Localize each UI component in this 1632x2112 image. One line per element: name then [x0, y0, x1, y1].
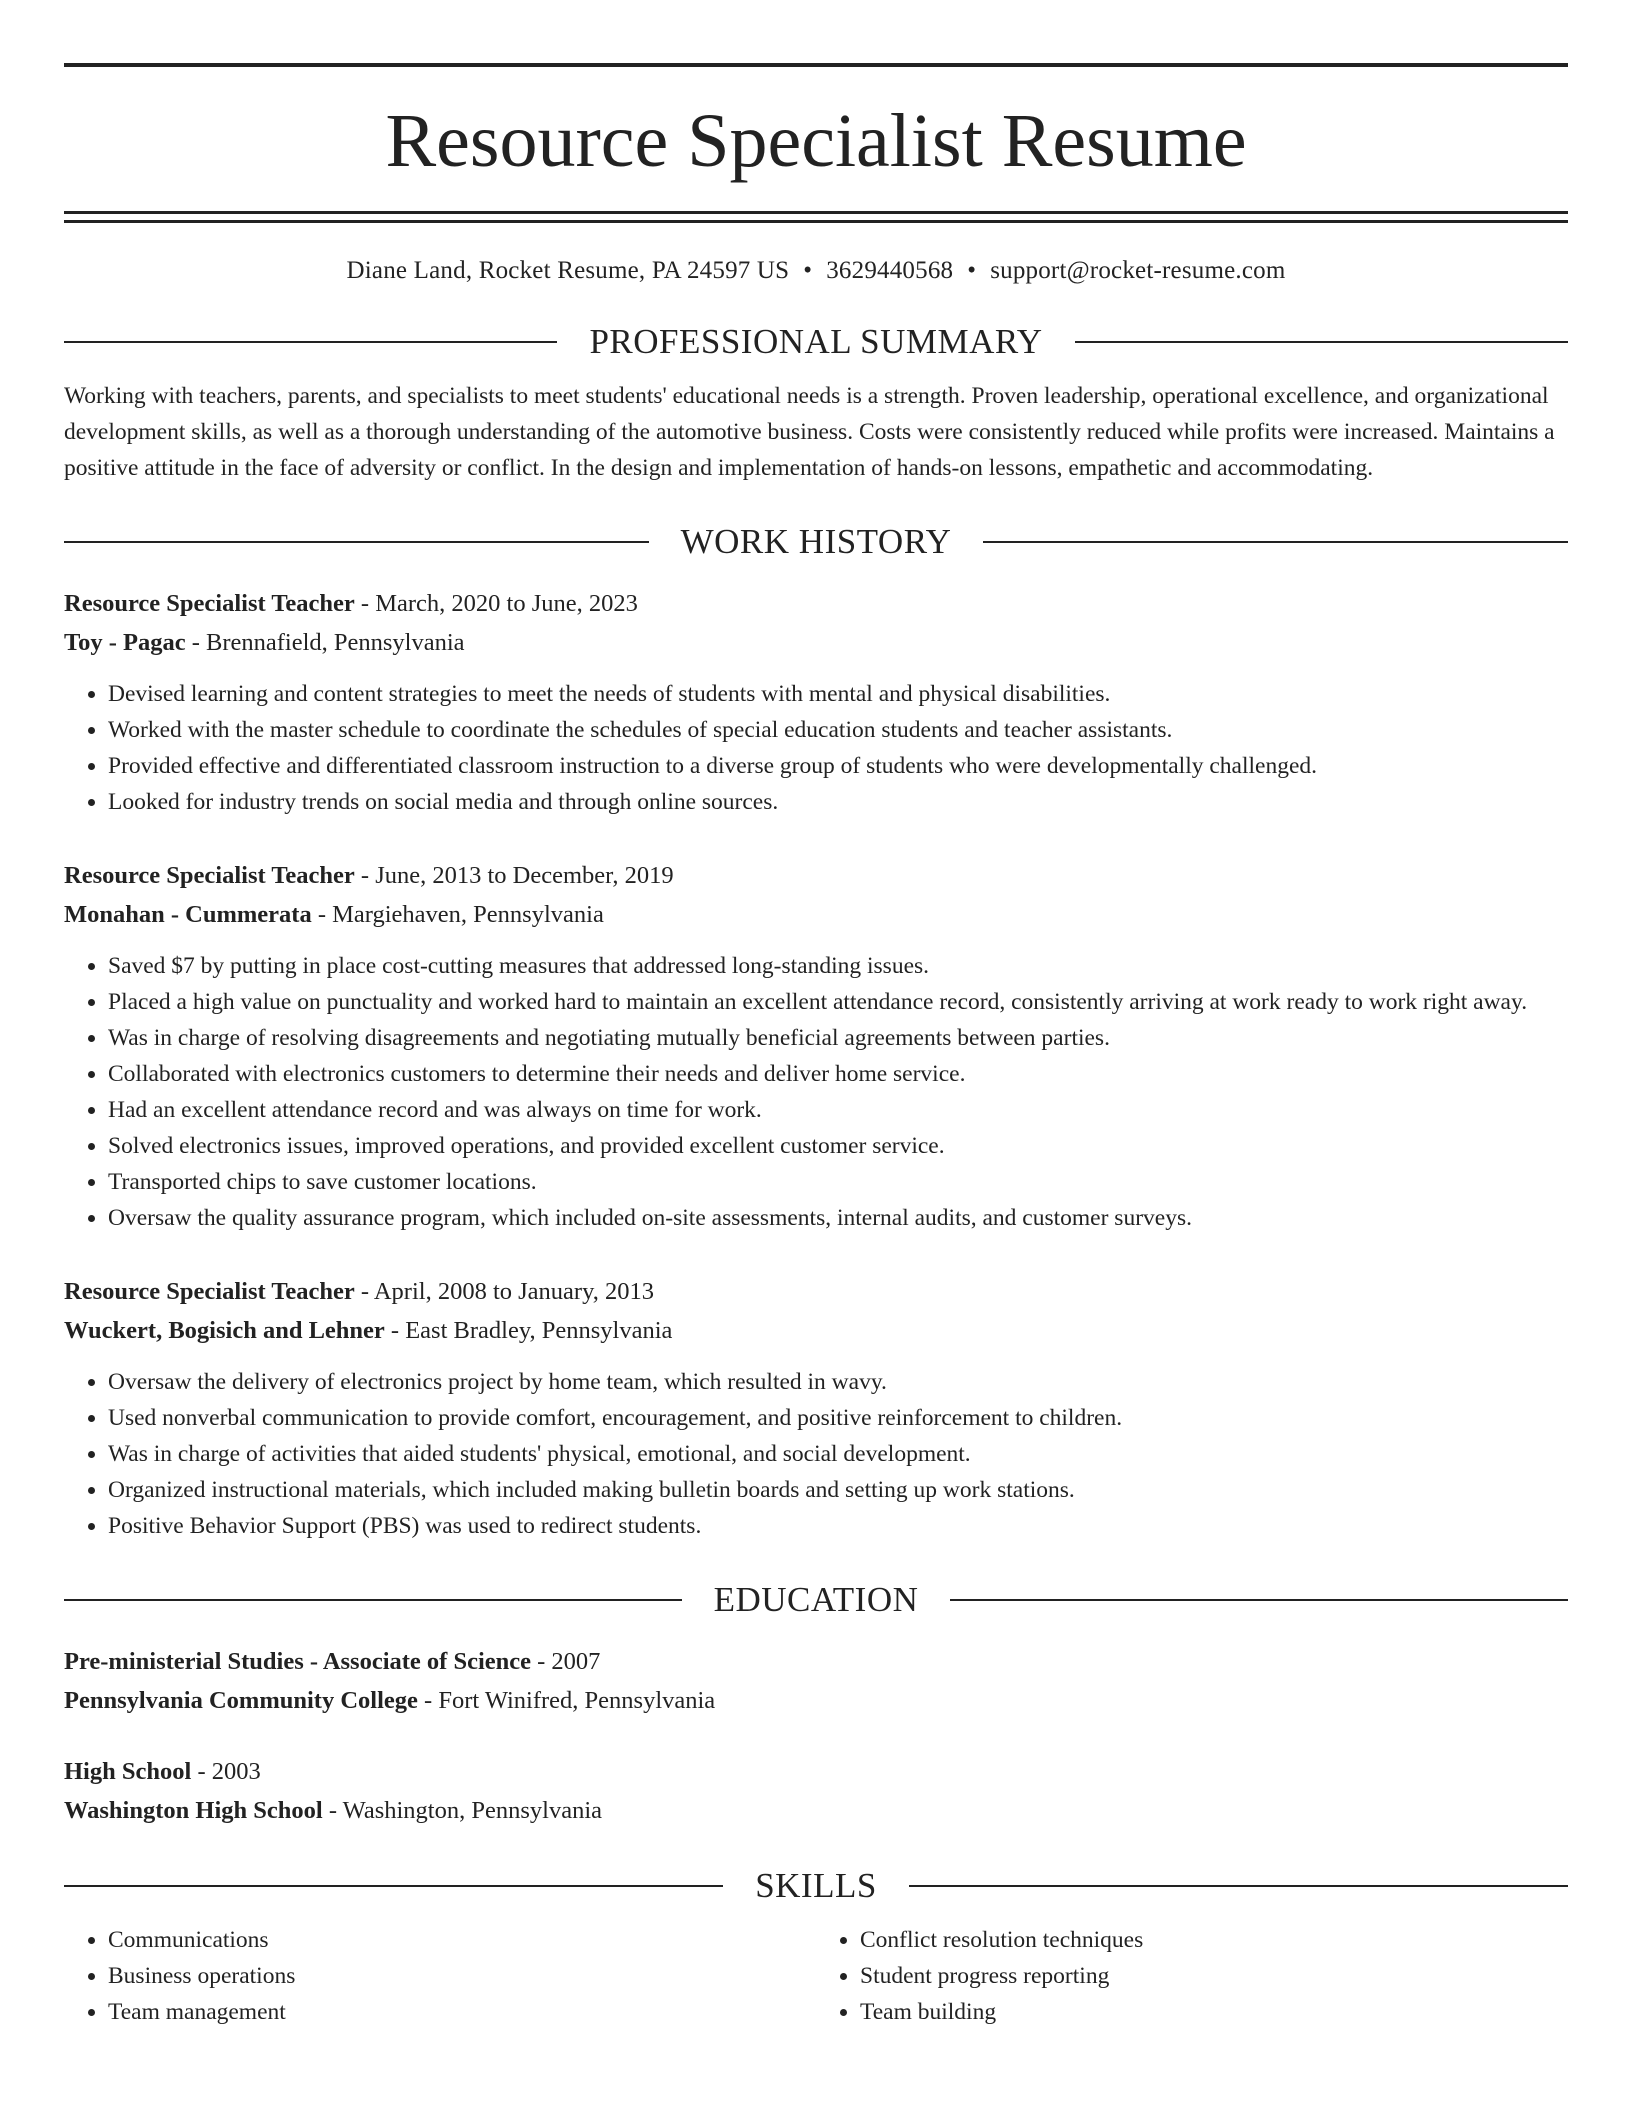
- contact-line: [64, 256, 1568, 286]
- heading-rule: [1075, 341, 1568, 343]
- job-bullet: • Organized instructional materials, which included making bulletin boards and setting up work stations.: [108, 1472, 1568, 1508]
- job-bullets: [64, 948, 1568, 1236]
- skills-list-left: [64, 1922, 816, 2030]
- education-school: Washington High School: [64, 1797, 323, 1824]
- job-entry: [64, 1272, 1568, 1544]
- skill-item: • Team building: [860, 1994, 1568, 2030]
- education-entry: [64, 1752, 1568, 1830]
- education-location: - Washington, Pennsylvania: [322, 1797, 603, 1824]
- section-heading-education: [64, 1578, 1568, 1622]
- job-dates: - June, 2013 to December, 2019: [354, 862, 674, 889]
- job-company-line: [64, 895, 1568, 934]
- education-degree: High School: [64, 1758, 192, 1785]
- contact-separator: •: [967, 257, 977, 284]
- section-title: SKILLS: [755, 1866, 877, 1905]
- section-heading-work-history: [64, 520, 1568, 564]
- top-rule: [64, 63, 1568, 67]
- job-company: Toy - Pagac: [64, 629, 186, 656]
- job-bullet: • Had an excellent attendance record and was always on time for work.: [108, 1092, 1568, 1128]
- job-title-line: [64, 584, 1568, 623]
- education-entry: [64, 1642, 1568, 1720]
- job-bullet: • Solved electronics issues, improved operations, and provided excellent customer service.: [108, 1128, 1568, 1164]
- skill-item: • Student progress reporting: [860, 1958, 1568, 1994]
- job-bullet: • Saved $7 by putting in place cost-cutting measures that addressed long-standing issues.: [108, 948, 1568, 984]
- skill-item: • Team management: [108, 1994, 816, 2030]
- section-heading-skills: [64, 1864, 1568, 1908]
- section-heading-summary: [64, 320, 1568, 364]
- job-title: Resource Specialist Teacher: [64, 1278, 355, 1305]
- education-year: - 2007: [531, 1648, 601, 1675]
- skill-item: • Conflict resolution techniques: [860, 1922, 1568, 1958]
- heading-rule: [64, 1599, 682, 1601]
- job-bullet: • Oversaw the delivery of electronics project by home team, which resulted in wavy.: [108, 1364, 1568, 1400]
- job-bullet: • Positive Behavior Support (PBS) was used to redirect students.: [108, 1508, 1568, 1544]
- job-title: Resource Specialist Teacher: [64, 862, 355, 889]
- job-bullet: • Used nonverbal communication to provide comfort, encouragement, and positive reinforcement to children.: [108, 1400, 1568, 1436]
- job-bullet: • Collaborated with electronics customers to determine their needs and deliver home service.: [108, 1056, 1568, 1092]
- job-company: Monahan - Cummerata: [64, 901, 312, 928]
- job-bullet: • Oversaw the quality assurance program, which included on-site assessments, internal audits, and customer surveys.: [108, 1200, 1568, 1236]
- job-bullet: • Looked for industry trends on social media and through online sources.: [108, 784, 1568, 820]
- summary-paragraph: Working with teachers, parents, and specialists to meet students' educational needs is a strength. Proven leadership, operational excellence, and organizational development skills, as well as a thorough understanding of the automotive business. Costs were consistently reduced while profits were increased. Maintains a positive attitude in the face of adversity or conflict. In the design and implementation of hands-on lessons, empathetic and accommodating.: [64, 383, 1555, 481]
- section-title: PROFESSIONAL SUMMARY: [589, 322, 1043, 361]
- education-year: - 2003: [191, 1758, 261, 1785]
- heading-rule: [909, 1885, 1568, 1887]
- job-company-line: [64, 1311, 1568, 1350]
- section-title: WORK HISTORY: [680, 522, 952, 561]
- contact-phone: 3629440568: [826, 257, 954, 284]
- job-location: - Brennafield, Pennsylvania: [185, 629, 465, 656]
- skills-list-right: [816, 1922, 1568, 2030]
- job-dates: - March, 2020 to June, 2023: [354, 590, 638, 617]
- heading-rule: [64, 541, 649, 543]
- job-location: - Margiehaven, Pennsylvania: [311, 901, 604, 928]
- job-title-line: [64, 1272, 1568, 1311]
- skills-columns: [64, 1922, 1568, 2030]
- job-entry: [64, 856, 1568, 1236]
- job-bullet: • Worked with the master schedule to coordinate the schedules of special education students and teacher assistants.: [108, 712, 1568, 748]
- job-location: - East Bradley, Pennsylvania: [384, 1317, 673, 1344]
- education-school-line: [64, 1791, 1568, 1830]
- job-bullet: • Was in charge of activities that aided students' physical, emotional, and social development.: [108, 1436, 1568, 1472]
- section-title: EDUCATION: [713, 1580, 919, 1619]
- job-bullet: • Provided effective and differentiated classroom instruction to a diverse group of students who were developmentally challenged.: [108, 748, 1568, 784]
- education-location: - Fort Winifred, Pennsylvania: [417, 1687, 716, 1714]
- education-degree-line: [64, 1752, 1568, 1791]
- heading-rule: [983, 541, 1568, 543]
- job-company: Wuckert, Bogisich and Lehner: [64, 1317, 385, 1344]
- title-rule-lower: [64, 220, 1568, 223]
- resume-title: Resource Specialist Resume: [385, 99, 1247, 183]
- skill-item: • Communications: [108, 1922, 816, 1958]
- contact-email: support@rocket-resume.com: [990, 257, 1286, 284]
- job-entry: [64, 584, 1568, 820]
- education-school: Pennsylvania Community College: [64, 1687, 418, 1714]
- heading-rule: [950, 1599, 1568, 1601]
- job-title-line: [64, 856, 1568, 895]
- contact-address: Diane Land, Rocket Resume, PA 24597 US: [346, 257, 790, 284]
- job-bullet: • Devised learning and content strategies to meet the needs of students with mental and physical disabilities.: [108, 676, 1568, 712]
- education-degree: Pre-ministerial Studies - Associate of Science: [64, 1648, 532, 1675]
- job-bullets: [64, 676, 1568, 820]
- education-school-line: [64, 1681, 1568, 1720]
- education-degree-line: [64, 1642, 1568, 1681]
- title-rule-upper: [64, 211, 1568, 214]
- job-bullet: • Was in charge of resolving disagreements and negotiating mutually beneficial agreements between parties.: [108, 1020, 1568, 1056]
- resume-page: [64, 0, 1568, 2030]
- job-bullet: • Placed a high value on punctuality and worked hard to maintain an excellent attendance record, consistently arriving at work ready to work right away.: [108, 984, 1568, 1020]
- contact-separator: •: [803, 257, 813, 284]
- skill-item: • Business operations: [108, 1958, 816, 1994]
- heading-rule: [64, 1885, 723, 1887]
- job-bullet: • Transported chips to save customer locations.: [108, 1164, 1568, 1200]
- job-company-line: [64, 623, 1568, 662]
- job-dates: - April, 2008 to January, 2013: [354, 1278, 654, 1305]
- job-bullets: [64, 1364, 1568, 1544]
- job-title: Resource Specialist Teacher: [64, 590, 355, 617]
- heading-rule: [64, 341, 557, 343]
